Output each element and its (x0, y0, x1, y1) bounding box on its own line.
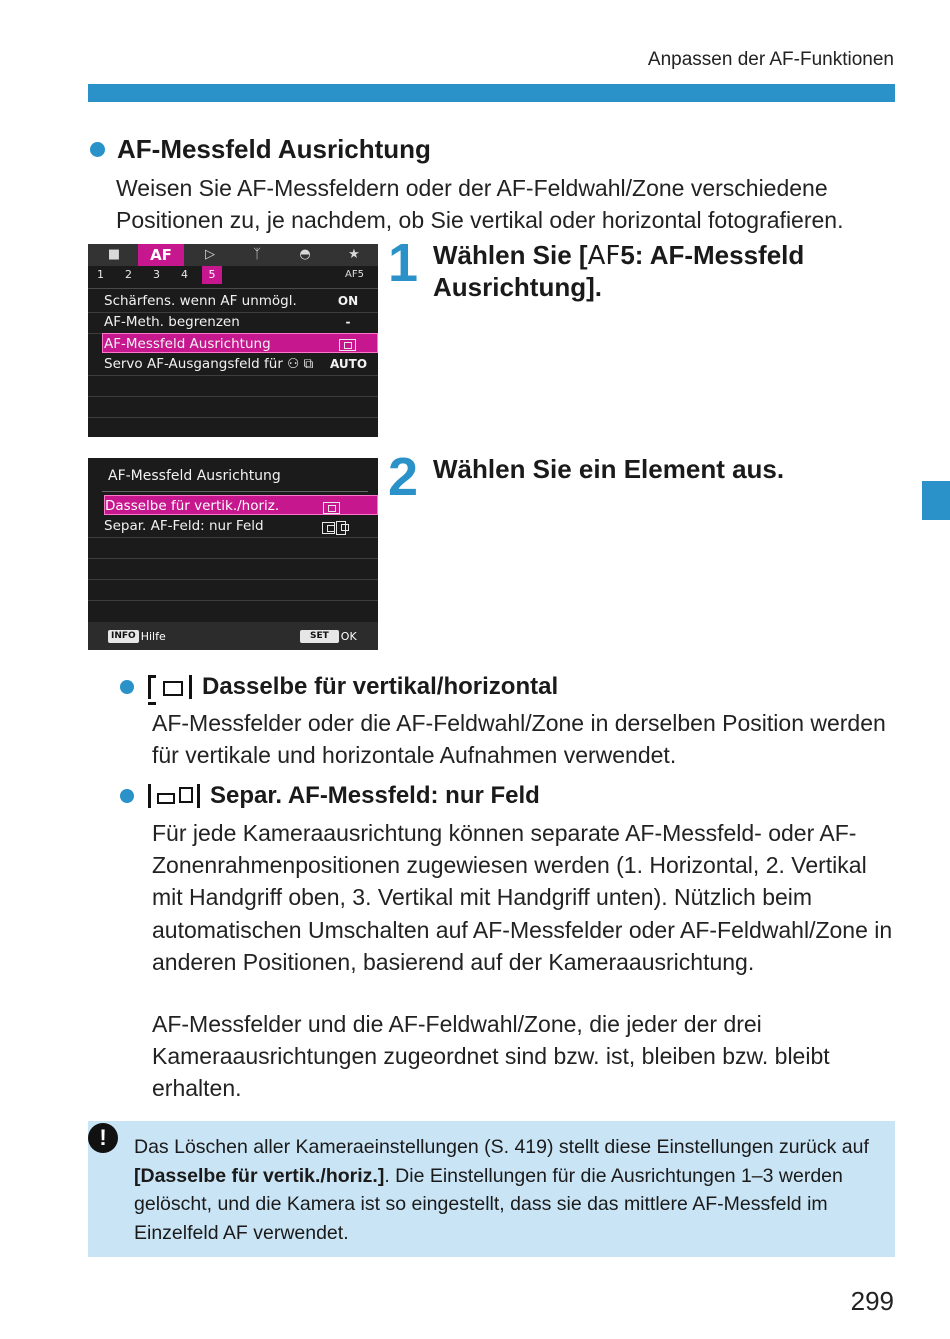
submenu-bottom-bar (88, 622, 378, 650)
menu-row-servo-af[interactable] (104, 354, 378, 374)
option-2-body-1: Für jede Kameraausrichtung können separate AF-Messfeld- oder AF-Zonenrahmenpositionen zugewiesen werden (1. Horizontal, 2. Vertikal mit Handgriff oben, 3. Vertikal mit Handgriff unten). Nützlich beim automatischen Umschalten auf AF-Messfelder oder AF-Feldwahl/Zone in anderen Positionen, basierend auf der Kameraausrichtung. (152, 820, 893, 975)
info-label: Hilfe (140, 630, 166, 643)
menu-row-value: ON (337, 294, 359, 308)
subtab-5-active[interactable]: 5 (202, 266, 222, 284)
menu-row-af-messfeld-ausrichtung-selected[interactable] (102, 333, 378, 353)
row-separator (88, 375, 378, 376)
option-separ-af-feld[interactable] (104, 516, 378, 536)
caution-icon: ! (88, 1123, 118, 1153)
bullet-icon (120, 789, 134, 803)
header-bar (88, 84, 895, 102)
section-intro: Weisen Sie AF-Messfeldern oder der AF-Feldwahl/Zone verschiedene Positionen zu, je nachdem, ob Sie vertikal oder horizontal fotografieren. (116, 175, 844, 233)
separate-frames-icon (322, 518, 346, 538)
menu-row-label: Schärfens. wenn AF unmögl. (104, 293, 297, 309)
single-frame-icon (148, 675, 192, 699)
single-frame-icon (323, 498, 340, 518)
row-separator (88, 396, 378, 397)
option-dasselbe-selected[interactable] (104, 495, 378, 515)
tab-af[interactable]: AF (138, 244, 184, 266)
section-heading (90, 134, 431, 165)
menu-tab-bar (88, 244, 378, 266)
row-separator (88, 537, 378, 538)
set-ok-button[interactable] (300, 629, 357, 644)
step-1-text (433, 240, 893, 303)
info-help-button[interactable] (108, 629, 166, 644)
section-heading-text: AF-Messfeld Ausrichtung (117, 134, 431, 164)
subtab-3[interactable]: 3 (153, 268, 160, 281)
row-separator (88, 600, 378, 601)
wrench-icon: ᛉ (253, 247, 261, 262)
tab-indicator: AF5 (345, 269, 364, 280)
menu-row-label: Servo AF-Ausgangsfeld für ⚇ ⧉ (104, 356, 314, 372)
menu-row-schaerfens[interactable] (104, 291, 378, 311)
custom-functions-icon: ◓ (299, 247, 311, 262)
subtab-2[interactable]: 2 (125, 268, 132, 281)
subtab-4[interactable]: 4 (181, 268, 188, 281)
af-orientation-icon (329, 334, 365, 354)
menu-divider (88, 288, 378, 289)
submenu-title-divider (102, 491, 368, 492)
option-2-heading (120, 782, 540, 810)
menu-row-value: AUTO (330, 357, 368, 371)
option-1-body: AF-Messfelder oder die AF-Feldwahl/Zone in derselben Position werden für vertikale und horizontale Aufnahmen verwendet. (152, 710, 886, 769)
camera-menu-screen-af5 (88, 244, 378, 437)
menu-row-label: AF-Meth. begrenzen (104, 314, 240, 330)
set-chip: SET (300, 630, 339, 643)
step-2-number: 2 (388, 447, 419, 507)
step-1-af-glyph: AF (587, 241, 621, 271)
info-chip: INFO (108, 630, 139, 643)
step-1-rest: 5: AF-Messfeld Ausrichtung]. (433, 240, 805, 302)
option-1-title: Dasselbe für vertikal/horizontal (202, 673, 559, 700)
row-separator (88, 558, 378, 559)
option-2-title: Separ. AF-Messfeld: nur Feld (210, 782, 540, 809)
page-header-title: Anpassen der AF-Funktionen (647, 49, 894, 70)
option-2-body-2: AF-Messfelder und die AF-Feldwahl/Zone, die jeder der drei Kameraausrichtungen zugeordnet sind bzw. ist, bleiben bzw. bleibt erhalten. (152, 1011, 830, 1102)
menu-row-label: AF-Messfeld Ausrichtung (104, 336, 271, 352)
step-2-text: Wählen Sie ein Element aus. (433, 454, 785, 484)
caution-text-before: Das Löschen aller Kameraeinstellungen (S. 419) stellt diese Einstellungen zurück auf (134, 1136, 869, 1158)
option-1-heading (120, 673, 558, 701)
playback-icon: ▷ (205, 247, 215, 262)
bullet-icon (120, 680, 134, 694)
page-number: 299 (850, 1286, 894, 1316)
caution-text (134, 1133, 884, 1247)
camera-icon: ■ (107, 247, 121, 262)
option-label: Dasselbe für vertik./horiz. (105, 498, 280, 514)
menu-row-af-meth[interactable] (104, 312, 378, 332)
caution-text-bold: [Dasselbe für vertik./horiz.] (134, 1164, 385, 1187)
subtab-1[interactable]: 1 (97, 268, 104, 281)
submenu-title: AF-Messfeld Ausrichtung (108, 468, 281, 484)
caution-box (88, 1121, 895, 1257)
row-separator (88, 417, 378, 418)
row-separator (88, 579, 378, 580)
caution-text-after: . Die Einstellungen für die Ausrichtungen 1–3 werden gelöscht, und die Kamera ist so eingestellt, dass sie das mittlere AF-Messfeld im Einzelfeld AF verwendet. (134, 1164, 843, 1244)
my-menu-star-icon: ★ (348, 247, 360, 262)
menu-row-value: - (345, 315, 351, 329)
bullet-icon (90, 142, 105, 157)
step-1-prefix: Wählen Sie [ (433, 240, 588, 270)
step-1-number: 1 (388, 233, 419, 293)
camera-submenu-screen (88, 458, 378, 650)
menu-subtabs (88, 266, 378, 286)
option-label: Separ. AF-Feld: nur Feld (104, 518, 264, 534)
chapter-side-tab (922, 481, 950, 520)
separate-frames-icon (148, 784, 200, 808)
set-label: OK (340, 630, 357, 643)
